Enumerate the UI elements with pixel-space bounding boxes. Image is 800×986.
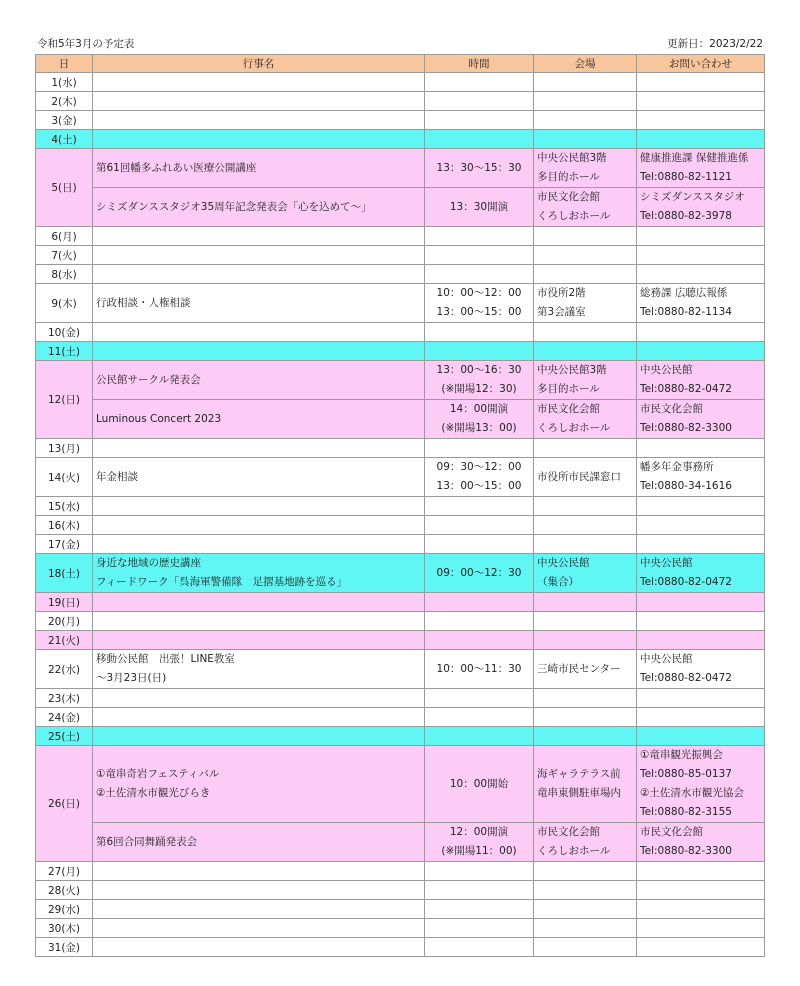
time-cell: [425, 227, 534, 246]
contact-line: Tel:0880-34-1616: [640, 480, 732, 492]
col-header-event: 行事名: [93, 55, 425, 73]
time-cell: [425, 535, 534, 554]
event-cell: [93, 535, 425, 554]
time-line: 10：00～11：30: [436, 662, 522, 675]
day-cell: 28(火): [36, 881, 93, 900]
contact-line: 市民文化会館: [640, 403, 703, 415]
time-line: 13：30開演: [449, 200, 509, 213]
event-name-line: シミズダンススタジオ35周年記念発表会「心を込めて～」: [96, 200, 372, 213]
venue-cell: [534, 73, 637, 92]
day-cell: 1(水): [36, 73, 93, 92]
table-row: [36, 458, 765, 497]
venue-cell: [534, 439, 637, 458]
time-cell: [425, 111, 534, 130]
event-cell: [93, 516, 425, 535]
contact-cell: [637, 439, 765, 458]
col-header-venue: 会場: [534, 55, 637, 73]
event-name-cell: [93, 284, 425, 323]
venue-cell: [534, 227, 637, 246]
day-cell: 15(水): [36, 497, 93, 516]
table-row: [36, 593, 765, 612]
table-row: [36, 92, 765, 111]
time-line: (※開場13：00): [441, 422, 517, 434]
contact-cell: [637, 73, 765, 92]
time-cell: [425, 689, 534, 708]
time-cell: [425, 938, 534, 957]
venue-cell: [534, 554, 637, 593]
venue-line: 市民文化会館: [537, 191, 600, 203]
event-cell: [93, 938, 425, 957]
event-name-line: Luminous Concert 2023: [96, 412, 222, 425]
time-cell: [425, 284, 534, 323]
event-cell: [93, 900, 425, 919]
venue-cell: [534, 727, 637, 746]
time-cell: [425, 73, 534, 92]
contact-line: 中央公民館: [640, 557, 693, 569]
time-cell: [425, 361, 534, 400]
contact-cell: [637, 227, 765, 246]
event-cell: [93, 323, 425, 342]
event-name-cell: [93, 361, 425, 400]
event-name-line: 身近な地域の歴史講座: [96, 557, 201, 569]
event-name-cell: [93, 650, 425, 689]
contact-line: 総務課 広聴広報係: [640, 287, 728, 299]
venue-line: 中央公民館3階: [537, 152, 607, 164]
table-row: [36, 439, 765, 458]
day-cell: 23(木): [36, 689, 93, 708]
time-cell: [425, 881, 534, 900]
day-cell: 12(日): [36, 361, 93, 439]
table-row: [36, 361, 765, 400]
table-row: [36, 188, 765, 227]
time-cell: [425, 593, 534, 612]
contact-line: Tel:0880-85-0137: [640, 768, 732, 780]
table-row: [36, 323, 765, 342]
contact-line: 中央公民館: [640, 364, 693, 376]
event-cell: [93, 862, 425, 881]
day-cell: 4(土): [36, 130, 93, 149]
time-cell: [425, 650, 534, 689]
table-row: [36, 554, 765, 593]
event-name-line: 年金相談: [96, 470, 138, 483]
contact-line: Tel:0880-82-0472: [640, 672, 732, 684]
time-cell: [425, 342, 534, 361]
table-row: [36, 708, 765, 727]
day-cell: 11(土): [36, 342, 93, 361]
time-line: (※開場11：00): [441, 845, 517, 857]
event-cell: [93, 227, 425, 246]
venue-cell: [534, 342, 637, 361]
time-line: 13：00～15：00: [436, 306, 522, 318]
day-cell: 30(木): [36, 919, 93, 938]
contact-line: 幡多年金事務所: [640, 461, 714, 473]
contact-cell: [637, 823, 765, 862]
col-header-day: 日: [36, 55, 93, 73]
event-cell: [93, 92, 425, 111]
time-cell: [425, 149, 534, 188]
table-row: [36, 631, 765, 650]
day-cell: 14(火): [36, 458, 93, 497]
day-cell: 18(土): [36, 554, 93, 593]
venue-cell: [534, 862, 637, 881]
time-line: 14：00開演: [449, 403, 509, 415]
table-row: [36, 900, 765, 919]
contact-cell: [637, 342, 765, 361]
event-cell: [93, 497, 425, 516]
contact-cell: [637, 727, 765, 746]
venue-line: 中央公民館: [537, 557, 590, 569]
day-cell: 26(日): [36, 746, 93, 862]
page-title: 令和5年3月の予定表: [37, 38, 135, 50]
table-row: [36, 342, 765, 361]
table-row: [36, 246, 765, 265]
event-name-line: 第61回幡多ふれあい医療公開講座: [96, 161, 257, 174]
time-cell: [425, 458, 534, 497]
venue-line: （集合）: [537, 576, 579, 588]
contact-line: Tel:0880-82-3300: [640, 845, 732, 857]
table-row: [36, 535, 765, 554]
time-line: 13：00～16：30: [436, 364, 522, 376]
day-cell: 29(水): [36, 900, 93, 919]
day-cell: 21(火): [36, 631, 93, 650]
venue-line: 中央公民館3階: [537, 364, 607, 376]
time-cell: [425, 246, 534, 265]
venue-line: くろしおホール: [537, 210, 611, 222]
event-name-cell: [93, 746, 425, 823]
time-line: 12：00開演: [449, 826, 509, 838]
time-line: 10：00開始: [449, 777, 509, 790]
contact-line: Tel:0880-82-0472: [640, 576, 732, 588]
contact-cell: [637, 919, 765, 938]
venue-cell: [534, 516, 637, 535]
event-cell: [93, 727, 425, 746]
time-cell: [425, 188, 534, 227]
table-row: [36, 111, 765, 130]
venue-cell: [534, 746, 637, 823]
contact-cell: [637, 535, 765, 554]
event-name-line: ①竜串奇岩フェスティバル: [96, 768, 220, 780]
contact-cell: [637, 593, 765, 612]
contact-cell: [637, 149, 765, 188]
contact-line: Tel:0880-82-3155: [640, 806, 732, 818]
venue-cell: [534, 92, 637, 111]
contact-cell: [637, 361, 765, 400]
venue-cell: [534, 612, 637, 631]
event-name-cell: [93, 458, 425, 497]
venue-cell: [534, 708, 637, 727]
contact-cell: [637, 284, 765, 323]
contact-line: Tel:0880-82-1121: [640, 171, 732, 183]
day-cell: 22(水): [36, 650, 93, 689]
venue-cell: [534, 497, 637, 516]
contact-line: Tel:0880-82-3978: [640, 210, 732, 222]
venue-cell: [534, 130, 637, 149]
event-name-cell: [93, 188, 425, 227]
event-name-cell: [93, 823, 425, 862]
table-row: [36, 919, 765, 938]
event-cell: [93, 130, 425, 149]
contact-cell: [637, 323, 765, 342]
time-cell: [425, 130, 534, 149]
venue-cell: [534, 265, 637, 284]
time-cell: [425, 516, 534, 535]
event-cell: [93, 919, 425, 938]
time-cell: [425, 92, 534, 111]
time-line: (※開場12：30): [441, 383, 517, 395]
table-header-row: [36, 55, 765, 73]
day-cell: 17(金): [36, 535, 93, 554]
venue-line: 市民文化会館: [537, 826, 600, 838]
contact-cell: [637, 862, 765, 881]
time-line: 09：30～12：00: [436, 461, 522, 473]
day-cell: 8(水): [36, 265, 93, 284]
schedule-table: [35, 54, 765, 957]
event-cell: [93, 708, 425, 727]
time-cell: [425, 323, 534, 342]
event-cell: [93, 342, 425, 361]
contact-line: シミズダンススタジオ: [640, 191, 745, 203]
event-cell: [93, 612, 425, 631]
venue-line: 多目的ホール: [537, 171, 600, 183]
event-cell: [93, 689, 425, 708]
time-cell: [425, 727, 534, 746]
day-cell: 7(火): [36, 246, 93, 265]
time-line: 09：00～12：30: [436, 566, 522, 579]
contact-line: ②土佐清水市観光協会: [640, 787, 744, 799]
table-row: [36, 650, 765, 689]
venue-cell: [534, 400, 637, 439]
table-row: [36, 265, 765, 284]
table-row: [36, 823, 765, 862]
venue-cell: [534, 246, 637, 265]
table-row: [36, 130, 765, 149]
contact-cell: [637, 554, 765, 593]
table-row: [36, 73, 765, 92]
time-cell: [425, 708, 534, 727]
event-name-cell: [93, 149, 425, 188]
event-cell: [93, 111, 425, 130]
event-name-line: 移動公民館 出張！LINE教室: [96, 653, 235, 665]
event-cell: [93, 881, 425, 900]
venue-line: 市役所2階: [537, 287, 586, 299]
venue-cell: [534, 919, 637, 938]
table-row: [36, 881, 765, 900]
contact-cell: [637, 612, 765, 631]
day-cell: 25(土): [36, 727, 93, 746]
venue-line: 市役所市民課窓口: [537, 470, 621, 483]
venue-cell: [534, 689, 637, 708]
time-cell: [425, 900, 534, 919]
venue-cell: [534, 361, 637, 400]
venue-line: 多目的ホール: [537, 383, 600, 395]
day-cell: 6(月): [36, 227, 93, 246]
contact-cell: [637, 111, 765, 130]
table-row: [36, 516, 765, 535]
contact-line: 中央公民館: [640, 653, 693, 665]
time-cell: [425, 746, 534, 823]
table-row: [36, 149, 765, 188]
venue-cell: [534, 323, 637, 342]
time-cell: [425, 554, 534, 593]
contact-cell: [637, 458, 765, 497]
col-header-contact: お問い合わせ: [637, 55, 765, 73]
col-header-time: 時間: [425, 55, 534, 73]
contact-cell: [637, 516, 765, 535]
day-cell: 3(金): [36, 111, 93, 130]
time-line: 13：30～15：30: [436, 161, 522, 174]
time-cell: [425, 400, 534, 439]
event-cell: [93, 265, 425, 284]
contact-cell: [637, 900, 765, 919]
contact-cell: [637, 938, 765, 957]
table-row: [36, 746, 765, 823]
contact-line: 市民文化会館: [640, 826, 703, 838]
contact-line: Tel:0880-82-0472: [640, 383, 732, 395]
day-cell: 19(日): [36, 593, 93, 612]
time-cell: [425, 631, 534, 650]
time-line: 10：00～12：00: [436, 287, 522, 299]
day-cell: 9(木): [36, 284, 93, 323]
event-cell: [93, 593, 425, 612]
contact-cell: [637, 246, 765, 265]
event-name-line: フィードワーク「呉海軍警備隊 足摺基地跡を巡る」: [96, 576, 348, 588]
contact-cell: [637, 92, 765, 111]
contact-line: Tel:0880-82-3300: [640, 422, 732, 434]
contact-cell: [637, 188, 765, 227]
time-cell: [425, 612, 534, 631]
day-cell: 2(木): [36, 92, 93, 111]
event-name-line: 行政相談・人権相談: [96, 296, 191, 309]
time-cell: [425, 497, 534, 516]
table-row: [36, 727, 765, 746]
time-cell: [425, 265, 534, 284]
venue-cell: [534, 650, 637, 689]
venue-cell: [534, 284, 637, 323]
venue-cell: [534, 881, 637, 900]
time-line: 13：00～15：00: [436, 480, 522, 492]
venue-line: 市民文化会館: [537, 403, 600, 415]
contact-cell: [637, 708, 765, 727]
table-row: [36, 862, 765, 881]
venue-line: 第3会議室: [537, 306, 586, 318]
contact-cell: [637, 631, 765, 650]
event-cell: [93, 439, 425, 458]
updated-date: 更新日：2023/2/22: [667, 38, 763, 50]
venue-cell: [534, 149, 637, 188]
table-row: [36, 284, 765, 323]
contact-cell: [637, 746, 765, 823]
contact-cell: [637, 130, 765, 149]
table-row: [36, 227, 765, 246]
venue-line: くろしおホール: [537, 845, 611, 857]
day-cell: 5(日): [36, 149, 93, 227]
contact-cell: [637, 400, 765, 439]
time-cell: [425, 823, 534, 862]
time-cell: [425, 862, 534, 881]
time-cell: [425, 919, 534, 938]
venue-cell: [534, 188, 637, 227]
venue-line: 三崎市民センター: [537, 662, 621, 675]
event-name-line: 第6回合同舞踊発表会: [96, 835, 198, 848]
schedule-body: [36, 73, 765, 957]
contact-line: 健康推進課 保健推進係: [640, 152, 749, 164]
day-cell: 13(月): [36, 439, 93, 458]
contact-cell: [637, 689, 765, 708]
day-cell: 16(木): [36, 516, 93, 535]
table-row: [36, 497, 765, 516]
contact-line: Tel:0880-82-1134: [640, 306, 732, 318]
table-row: [36, 938, 765, 957]
venue-cell: [534, 458, 637, 497]
event-cell: [93, 73, 425, 92]
contact-cell: [637, 650, 765, 689]
day-cell: 27(月): [36, 862, 93, 881]
day-cell: 31(金): [36, 938, 93, 957]
table-row: [36, 400, 765, 439]
venue-cell: [534, 823, 637, 862]
venue-cell: [534, 631, 637, 650]
event-cell: [93, 631, 425, 650]
venue-line: 海ギャラテラス前: [537, 768, 621, 780]
event-name-line: ～3月23日(日): [96, 672, 167, 684]
time-cell: [425, 439, 534, 458]
table-row: [36, 689, 765, 708]
day-cell: 24(金): [36, 708, 93, 727]
venue-cell: [534, 111, 637, 130]
venue-cell: [534, 938, 637, 957]
venue-cell: [534, 900, 637, 919]
venue-line: くろしおホール: [537, 422, 611, 434]
day-cell: 10(金): [36, 323, 93, 342]
contact-cell: [637, 497, 765, 516]
contact-line: ①竜串観光振興会: [640, 749, 723, 761]
venue-line: 竜串東側駐車場内: [537, 787, 621, 799]
event-name-cell: [93, 400, 425, 439]
contact-cell: [637, 881, 765, 900]
venue-cell: [534, 535, 637, 554]
venue-cell: [534, 593, 637, 612]
table-row: [36, 612, 765, 631]
event-cell: [93, 246, 425, 265]
event-name-line: 公民館サークル発表会: [96, 373, 201, 386]
event-name-line: ②土佐清水市観光びらき: [96, 787, 211, 799]
event-name-cell: [93, 554, 425, 593]
day-cell: 20(月): [36, 612, 93, 631]
contact-cell: [637, 265, 765, 284]
